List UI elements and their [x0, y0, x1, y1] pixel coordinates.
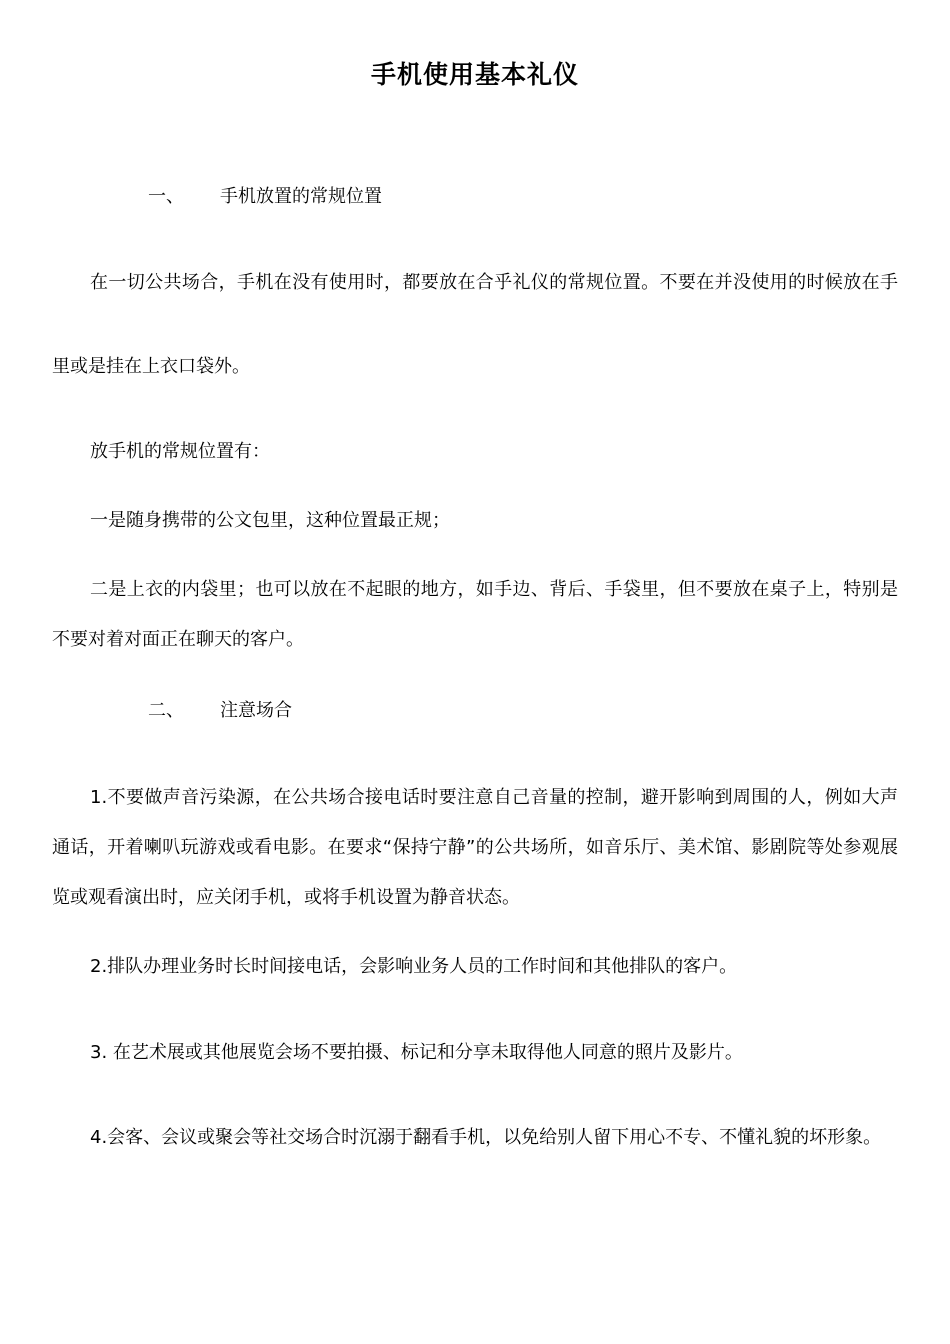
paragraph-1-2: 放手机的常规位置有：	[90, 441, 270, 462]
paragraph-2-4: 4.会客、会议或聚会等社交场合时沉溺于翻看手机，以免给别人留下用心不专、不懂礼貌的坏形象。	[90, 1127, 882, 1148]
paragraph-1-1: 在一切公共场合，手机在没有使用时，都要放在合乎礼仪的常规位置。不要在并没使用的时候放在手里或是挂在上衣口袋外。	[52, 272, 898, 377]
paragraph-2-3: 3. 在艺术展或其他展览会场不要拍摄、标记和分享未取得他人同意的照片及影片。	[90, 1042, 743, 1063]
section-heading-1	[148, 184, 382, 210]
section-number-1: 一、	[148, 186, 184, 207]
paragraph-1-3: 一是随身携带的公文包里，这种位置最正规；	[90, 510, 450, 531]
document-title: 手机使用基本礼仪	[370, 60, 579, 89]
section-heading-2	[148, 698, 292, 724]
paragraph-2-2: 2.排队办理业务时长时间接电话，会影响业务人员的工作时间和其他排队的客户。	[90, 956, 738, 977]
paragraph-1-4: 二是上衣的内袋里；也可以放在不起眼的地方，如手边、背后、手袋里，但不要放在桌子上，特别是不要对着对面正在聊天的客户。	[52, 579, 898, 650]
section-title-2: 注意场合	[220, 700, 292, 721]
section-title-1: 手机放置的常规位置	[220, 186, 382, 207]
paragraph-2-1: 1.不要做声音污染源，在公共场合接电话时要注意自己音量的控制，避开影响到周围的人，例如大声通话，开着喇叭玩游戏或看电影。在要求“保持宁静”的公共场所，如音乐厅、美术馆、影剧院等处参观展览或观看演出时，应关闭手机，或将手机设置为静音状态。	[52, 787, 898, 908]
section-number-2: 二、	[148, 700, 184, 721]
